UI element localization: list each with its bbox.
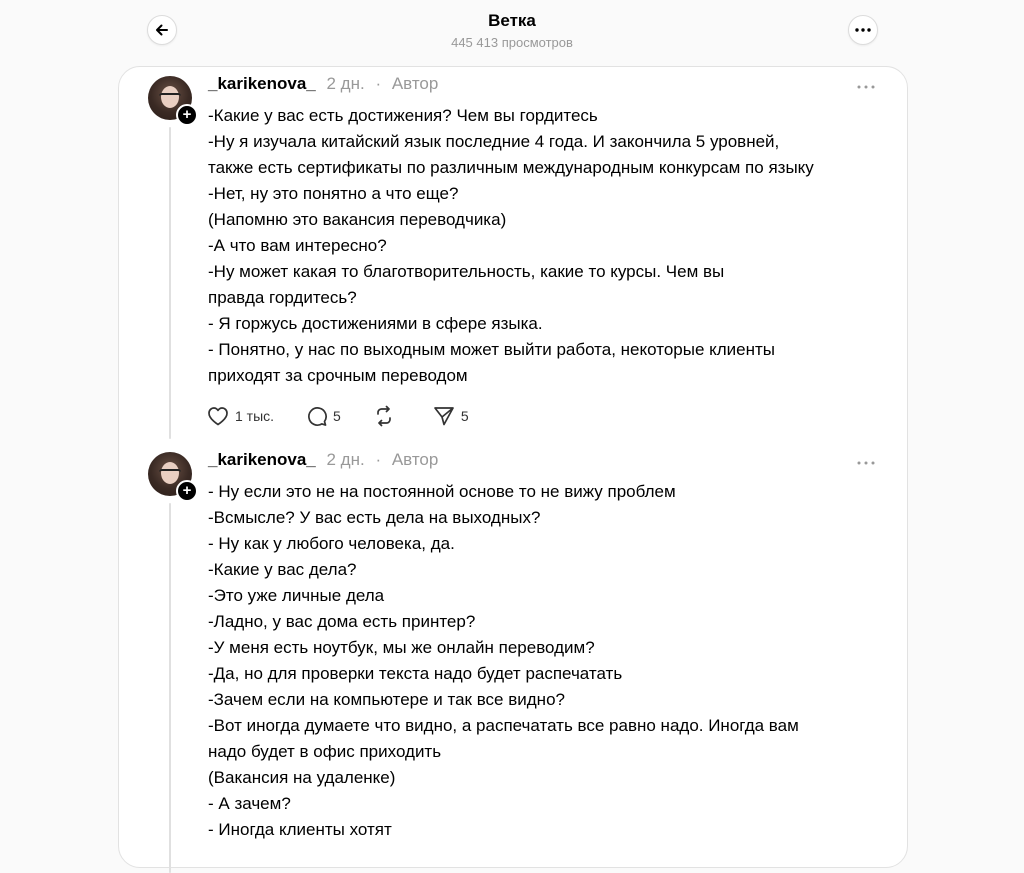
post-line: - Ну если это не на постоянной основе то не вижу проблем [208, 482, 676, 501]
post-body [208, 103, 888, 389]
repost-button[interactable] [373, 405, 401, 427]
post-line: - А зачем? [208, 794, 291, 813]
post-line: -Ну я изучала китайский язык последние 4 года. И закончила 5 уровней, [208, 132, 780, 151]
post-line: надо будет в офис приходить [208, 742, 442, 761]
post-line: -Это уже личные дела [208, 586, 385, 605]
post-meta [208, 74, 438, 94]
page-title: Ветка [488, 11, 536, 30]
share-count: 5 [460, 408, 469, 424]
thread-post [119, 443, 907, 873]
thread-line [169, 127, 171, 439]
post-line: -Вот иногда думаете что видно, а распечатать все равно надо. Иногда вам [208, 716, 799, 735]
post-line: - Понятно, у нас по выходным может выйти работа, некоторые клиенты [208, 340, 776, 359]
avatar-glasses [159, 93, 181, 101]
follow-plus-icon[interactable]: + [176, 480, 198, 502]
post-body [208, 479, 888, 843]
post-line: - Ну как у любого человека, да. [208, 534, 455, 553]
thread-post [119, 67, 907, 443]
post-line: -У меня есть ноутбук, мы же онлайн переводим? [208, 638, 595, 657]
like-button[interactable] [207, 406, 274, 426]
post-actions [207, 404, 501, 428]
post-line: правда гордитесь? [208, 288, 357, 307]
more-horizontal-icon [857, 461, 875, 465]
post-more-button[interactable] [857, 73, 875, 94]
author-badge: Автор [391, 74, 439, 93]
username[interactable]: _karikenova_ [208, 450, 316, 469]
post-line: -Какие у вас дела? [208, 560, 357, 579]
post-line: -Да, но для проверки текста надо будет распечатать [208, 664, 623, 683]
post-line: -А что вам интересно? [208, 236, 387, 255]
avatar[interactable] [148, 452, 192, 499]
post-line: -Нет, ну это понятно а что еще? [208, 184, 459, 203]
header [0, 0, 1024, 66]
avatar-glasses [159, 469, 181, 477]
post-line: -Зачем если на компьютере и так все видно? [208, 690, 565, 709]
reply-count: 5 [333, 408, 341, 424]
separator-dot: · [375, 450, 382, 469]
post-line: приходят за срочным переводом [208, 366, 468, 385]
like-count: 1 тыс. [235, 408, 275, 424]
post-line: -Всмысле? У вас есть дела на выходных? [208, 508, 541, 527]
post-time: 2 дн. [326, 450, 365, 469]
post-line: - Иногда клиенты хотят [208, 820, 392, 839]
more-horizontal-icon [855, 28, 871, 32]
post-line: -Какие у вас есть достижения? Чем вы гордитесь [208, 106, 598, 125]
author-badge: Автор [391, 450, 439, 469]
heart-icon [207, 406, 229, 426]
post-time: 2 дн. [326, 74, 365, 93]
post-line: (Напомню это вакансия переводчика) [208, 210, 507, 229]
thread-line [169, 503, 171, 873]
follow-plus-icon[interactable]: + [176, 104, 198, 126]
post-line: (Вакансия на удаленке) [208, 768, 396, 787]
share-button[interactable] [433, 406, 469, 426]
post-more-button[interactable] [857, 449, 875, 470]
post-line: -Ну может какая то благотворительность, какие то курсы. Чем вы [208, 262, 725, 281]
post-line: -Ладно, у вас дома есть принтер? [208, 612, 476, 631]
comment-icon [306, 406, 327, 427]
post-line: также есть сертификаты по различным международным конкурсам по языку [208, 158, 814, 177]
avatar[interactable] [148, 76, 192, 123]
post-meta [208, 450, 438, 470]
more-horizontal-icon [857, 85, 875, 89]
repost-icon [373, 405, 395, 427]
post-line: - Я горжусь достижениями в сфере языка. [208, 314, 543, 333]
more-options-button[interactable] [848, 15, 878, 45]
send-icon [433, 406, 455, 426]
reply-button[interactable] [306, 406, 341, 427]
separator-dot: · [375, 74, 382, 93]
thread-card [118, 66, 908, 868]
view-count: 445 413 просмотров [451, 35, 573, 50]
username[interactable]: _karikenova_ [208, 74, 316, 93]
